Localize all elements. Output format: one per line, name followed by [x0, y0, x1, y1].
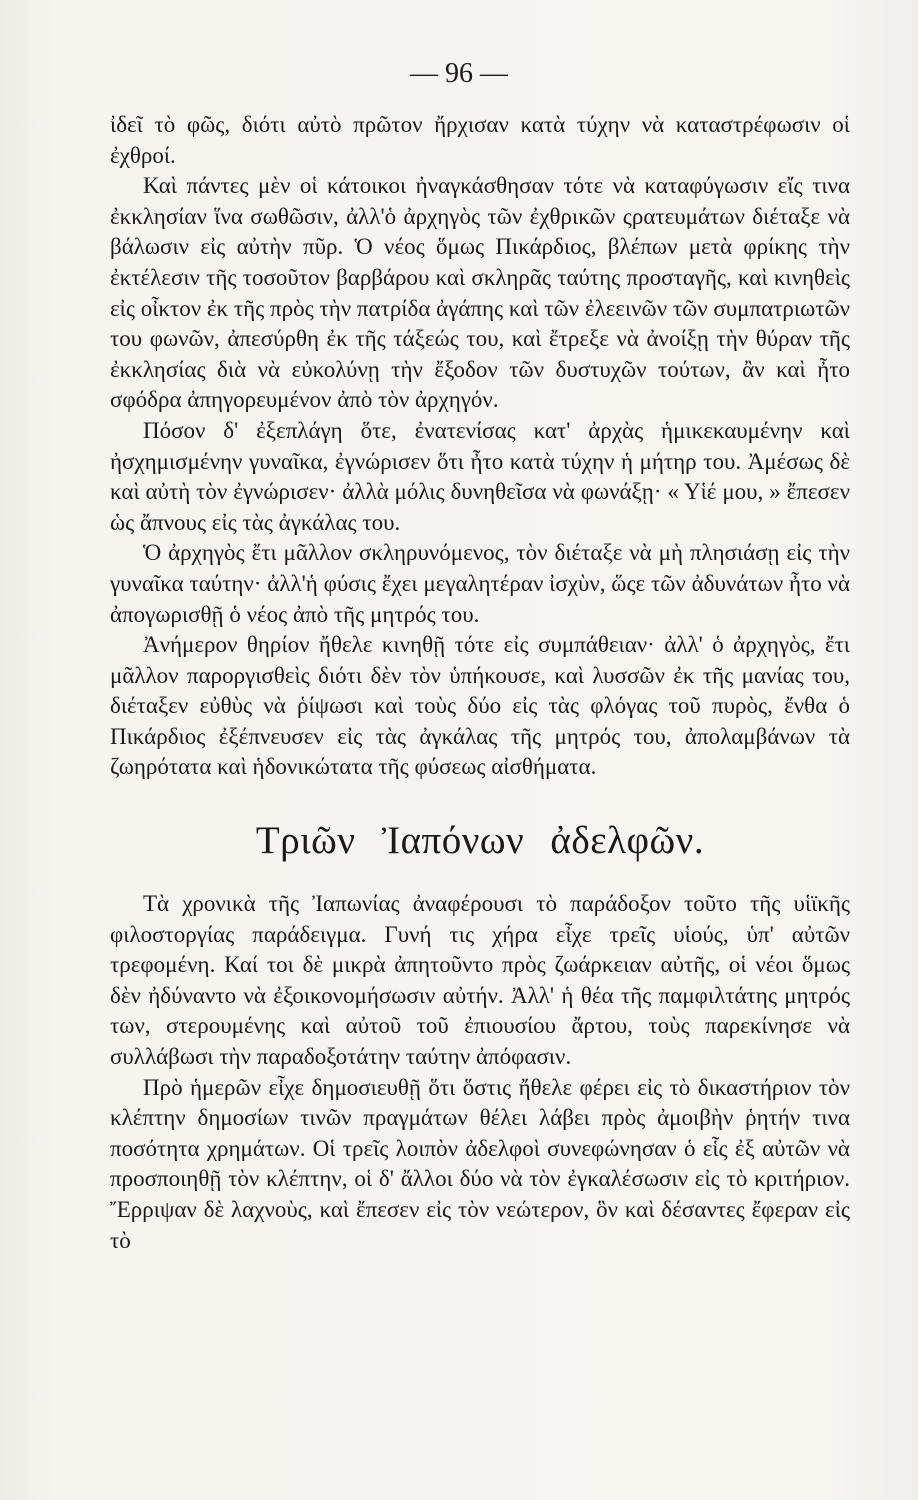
heading-word: ἀδελφῶν.: [550, 819, 705, 863]
section-heading: [110, 819, 850, 863]
heading-word: Ἰαπόνων: [381, 819, 525, 863]
paragraph: Καὶ πάντες μὲν οἱ κάτοικοι ἠναγκάσθησαν τότε νὰ καταφύγωσιν εἴς τινα ἐκκλησίαν ἵνα σωθῶσιν, ἀλλ'ὁ ἀρχηγὸς τῶν ἐχθρικῶν ςρατευμάτων διέταξε νὰ βάλωσιν εἰς αὐτὴν πῦρ. Ὁ νέος ὅμως Πικάρδιος, βλέπων μετὰ φρίκης τὴν ἐκτέλεσιν τῆς τοσοῦτον βαρβάρου καὶ σκληρᾶς ταύτης προσταγῆς, καὶ κινηθεὶς εἰς οἶκτον ἐκ τῆς πρὸς τὴν πατρίδα ἀγάπης καὶ τῶν ἐλεεινῶν τῶν συμπατριωτῶν του φωνῶν, ἀπεσύρθη ἐκ τῆς τάξεώς του, καὶ ἔτρεξε νὰ ἀνοίξῃ τὴν θύραν τῆς ἐκκλησίας διὰ νὰ εὐκολύνῃ τὴν ἔξοδον τῶν δυστυχῶν τούτων, ἂν καὶ ἦτο σφόδρα ἀπηγορευμένον ἀπὸ τὸν ἀρχηγόν.: [110, 173, 850, 413]
paragraph: Πόσον δ' ἐξεπλάγη ὅτε, ἐνατενίσας κατ' ἀρχὰς ἡμικεκαυμένην καὶ ἠσχημισμένην γυναῖκα, ἐγνώρισεν ὅτι ἦτο κατὰ τύχην ἡ μήτηρ του. Ἀμέσως δὲ καὶ αὐτὴ τὸν ἐγνώρισεν· ἀλλὰ μόλις δυνηθεῖσα νὰ φωνάξῃ· « Υἱέ μου, » ἔπεσεν ὡς ἄπνους εἰς τὰς ἀγκάλας του.: [110, 417, 850, 535]
paragraph: ἰδεῖ τὸ φῶς, διότι αὐτὸ πρῶτον ἤρχισαν κατὰ τύχην νὰ καταστρέφωσιν οἱ ἐχθροί.: [110, 112, 850, 168]
heading-word: Τριῶν: [255, 819, 356, 863]
paragraph: Τὰ χρονικὰ τῆς Ἰαπωνίας ἀναφέρουσι τὸ παράδοξον τοῦτο τῆς υἱϊκῆς φιλοστοργίας παράδειγμα. Γυνή τις χήρα εἶχε τρεῖς υἱούς, ὑπ' αὐτῶν τρεφομένη. Καί τοι δὲ μικρὰ ἀπητοῦντο πρὸς ζωάρκειαν αὐτῆς, οἱ νέοι ὅμως δὲν ἠδύναντο νὰ ἐξοικονομήσωσιν αὐτήν. Ἀλλ' ἡ θέα τῆς παμφιλτάτης μητρός των, στερουμένης καὶ αὐτοῦ τοῦ ἐπιουσίου ἄρτου, τοὺς παρεκίνησε νὰ συλλάβωσι τὴν παραδοξοτάτην ταύτην ἀπόφασιν.: [110, 891, 850, 1070]
paragraph: Πρὸ ἡμερῶν εἶχε δημοσιευθῇ ὅτι ὅστις ἤθελε φέρει εἰς τὸ δικαστήριον τὸν κλέπτην δημοσίων τινῶν πραγμάτων θέλει λάβει πρὸς ἀμοιβὴν ῥητήν τινα ποσότητα χρημάτων. Οἱ τρεῖς λοιπὸν ἀδελφοὶ συνεφώνησαν ὁ εἷς ἐξ αὐτῶν νὰ προσποιηθῇ τὸν κλέπτην, οἱ δ' ἄλλοι δύο νὰ τὸν ἐγκαλέσωσιν εἰς τὸ κριτήριον. Ἔρριψαν δὲ λαχνοὺς, καὶ ἔπεσεν εἰς τὸν νεώτερον, ὃν καὶ δέσαντες ἔφεραν εἰς τὸ: [110, 1074, 850, 1253]
page-body: [110, 110, 850, 1256]
paragraph: Ἀνήμερον θηρίον ἤθελε κινηθῇ τότε εἰς συμπάθειαν· ἀλλ' ὁ ἀρχηγὸς, ἔτι μᾶλλον παροργισθεὶς διότι δὲν τὸν ὑπήκουσε, καὶ λυσσῶν ἐκ τῆς μανίας του, διέταξεν εὐθὺς νὰ ῥίψωσι καὶ τοὺς δύο εἰς τὰς φλόγας τοῦ πυρὸς, ἔνθα ὁ Πικάρδιος ἐξέπνευσεν εἰς τὰς ἀγκάλας τῆς μητρός του, ἀπολαμβάνων τὰ ζωηρότατα καὶ ἡδονικώτατα τῆς φύσεως αἰσθήματα.: [110, 632, 850, 780]
paragraph: Ὁ ἀρχηγὸς ἔτι μᾶλλον σκληρυνόμενος, τὸν διέταξε νὰ μὴ πλησιάσῃ εἰς τὴν γυναῖκα ταύτην· ἀλλ'ἡ φύσις ἔχει μεγαλητέραν ἰσχὺν, ὥςε τῶν ἀδυνάτων ἦτο νὰ ἀπογωρισθῇ ὁ νέος ἀπὸ τῆς μητρός του.: [110, 540, 850, 627]
page-number: — 96 —: [410, 58, 508, 89]
